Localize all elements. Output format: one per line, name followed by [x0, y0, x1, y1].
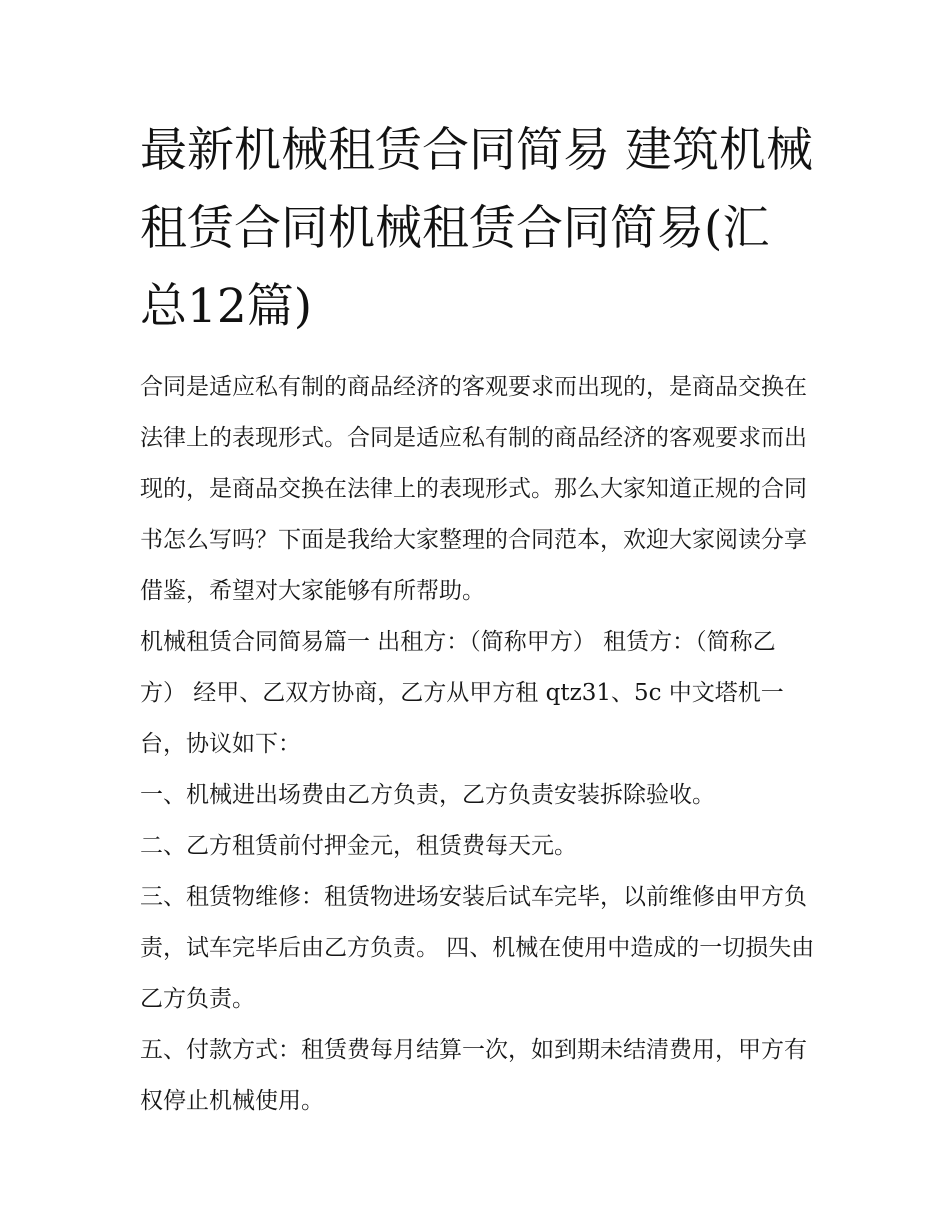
document-title: 最新机械租赁合同简易 建筑机械租赁合同机械租赁合同简易(汇总12篇) — [140, 123, 813, 334]
paragraph-clause-5: 五、付款方式：租赁费每月结算一次，如到期未结清费用，甲方有权停止机械使用。 — [140, 1037, 807, 1114]
document-body — [140, 362, 816, 1127]
paragraph-clause-1: 一、机械进出场费由乙方负责，乙方负责安装拆除验收。 — [140, 782, 715, 808]
document-page — [140, 112, 816, 1127]
paragraph-clause-3-4: 三、租赁物维修：租赁物进场安装后试车完毕，以前维修由甲方负责，试车完毕后由乙方负责。 四、机械在使用中造成的一切损失由乙方负责。 — [140, 884, 815, 1012]
paragraph-clause-2: 二、乙方租赁前付押金元，租赁费每天元。 — [140, 833, 577, 859]
paragraph-contract-parties: 机械租赁合同简易篇一 出租方：（简称甲方） 租赁方：（简称乙方） 经甲、乙双方协商，乙方从甲方租 qtz31、5c 中文塔机一台，协议如下： — [140, 629, 784, 757]
paragraph-intro: 合同是适应私有制的商品经济的客观要求而出现的，是商品交换在法律上的表现形式。合同是适应私有制的商品经济的客观要求而出现的，是商品交换在法律上的表现形式。那么大家知道正规的合同书怎么写吗？下面是我给大家整理的合同范本，欢迎大家阅读分享借鉴，希望对大家能够有所帮助。 — [140, 374, 807, 604]
